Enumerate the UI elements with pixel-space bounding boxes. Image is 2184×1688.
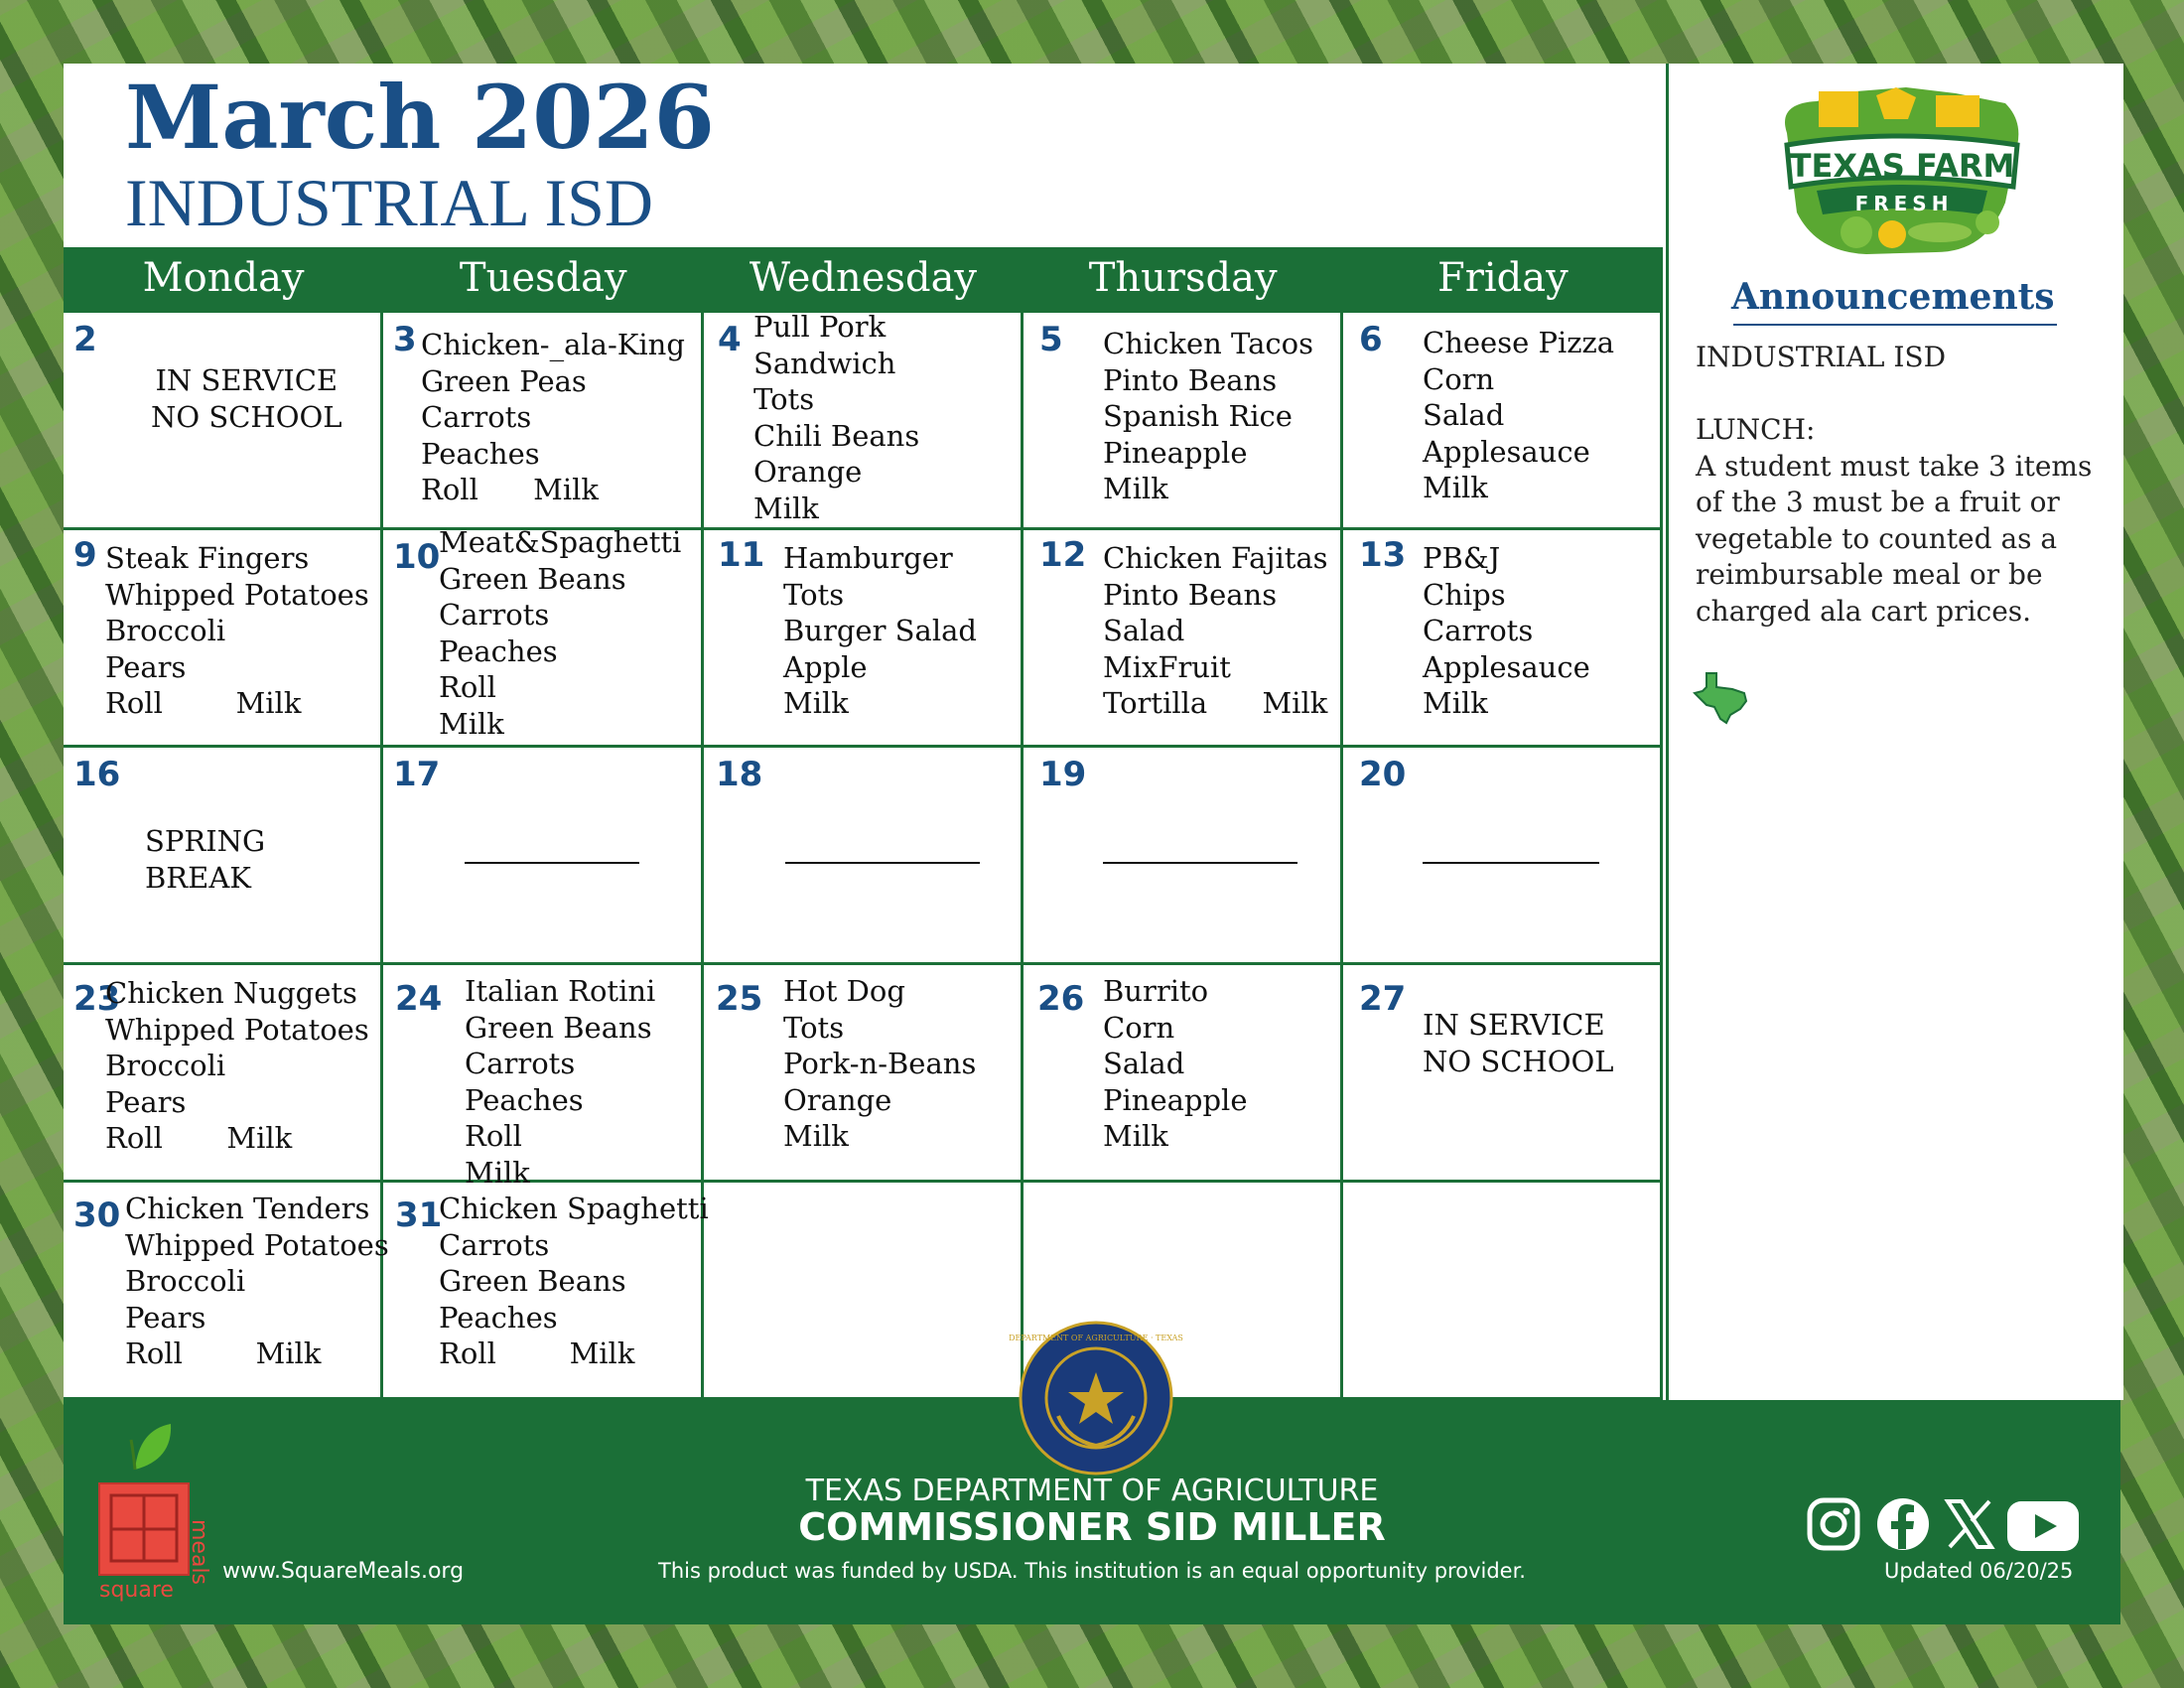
day-menu: IN SERVICE NO SCHOOL xyxy=(151,363,342,434)
day-cell xyxy=(64,313,383,530)
day-number: 17 xyxy=(393,755,441,794)
day-menu: Chicken Tenders Whipped Potatoes Broccoli Pears Roll Milk xyxy=(125,1192,389,1370)
brand-word-meals: meals xyxy=(187,1519,211,1586)
day-menu: Cheese Pizza Corn Salad Applesauce Milk xyxy=(1423,326,1615,504)
day-cell xyxy=(1343,1183,1663,1400)
announcement-district: INDUSTRIAL ISD xyxy=(1696,341,1947,373)
logo-text-line2: FRESH xyxy=(1854,192,1954,215)
day-cell xyxy=(1024,313,1343,530)
day-cell xyxy=(383,1183,709,1400)
day-cell xyxy=(704,748,1024,965)
day-cell xyxy=(1343,530,1663,748)
facebook-icon[interactable] xyxy=(1876,1497,1930,1551)
day-cell xyxy=(1024,965,1343,1183)
usda-disclaimer: This product was funded by USDA. This institution is an equal opportunity provider. xyxy=(658,1559,1526,1583)
spacer xyxy=(1696,376,2093,413)
day-number: 23 xyxy=(73,979,121,1019)
website-link[interactable]: www.SquareMeals.org xyxy=(222,1559,465,1584)
weekday-monday: Monday xyxy=(142,255,305,301)
dept-name: TEXAS DEPARTMENT OF AGRICULTURE xyxy=(805,1474,1379,1508)
day-menu: Hot Dog Tots Pork-n-Beans Orange Milk xyxy=(783,974,977,1153)
day-number: 30 xyxy=(73,1196,121,1235)
day-cell xyxy=(383,525,704,748)
brand-word-square: square xyxy=(99,1578,174,1603)
day-cell xyxy=(64,748,383,965)
day-number: 18 xyxy=(716,755,763,794)
day-number: 3 xyxy=(393,320,417,359)
district-title: INDUSTRIAL ISD xyxy=(125,165,654,240)
day-number: 10 xyxy=(393,537,441,577)
day-cell xyxy=(1343,748,1663,965)
social-icons xyxy=(1807,1495,2095,1555)
day-cell xyxy=(704,965,1024,1183)
weekday-thursday: Thursday xyxy=(1088,255,1278,301)
day-menu: Chicken Fajitas Pinto Beans Salad MixFruit Tortilla Milk xyxy=(1103,541,1328,720)
day-menu: Chicken Tacos Pinto Beans Spanish Rice Pineapple Milk xyxy=(1103,327,1313,505)
day-number: 31 xyxy=(395,1196,443,1235)
day-cell xyxy=(704,530,1024,748)
day-number: 11 xyxy=(718,535,765,575)
blank-line xyxy=(465,862,639,864)
day-cell xyxy=(1024,748,1343,965)
day-number: 16 xyxy=(73,755,121,794)
agriculture-seal-icon xyxy=(1009,1321,1183,1476)
updated-date: Updated 06/20/25 xyxy=(1884,1559,2074,1583)
blank-line xyxy=(1423,862,1599,864)
day-cell xyxy=(383,748,704,965)
texas-map-icon xyxy=(1693,671,1750,725)
day-menu: SPRING BREAK xyxy=(145,824,266,895)
day-number: 5 xyxy=(1039,320,1063,359)
day-number: 9 xyxy=(73,535,97,575)
page-title: March 2026 xyxy=(125,66,715,169)
instagram-icon[interactable] xyxy=(1807,1497,1860,1551)
weekday-tuesday: Tuesday xyxy=(459,255,627,301)
day-cell xyxy=(383,313,704,530)
day-cell xyxy=(1024,530,1343,748)
weekday-header xyxy=(64,247,1663,313)
day-number: 26 xyxy=(1037,979,1085,1019)
calendar-grid xyxy=(64,310,1663,1400)
weekday-friday: Friday xyxy=(1436,255,1569,301)
day-menu: Italian Rotini Green Beans Carrots Peaches Roll Milk xyxy=(465,974,656,1190)
day-number: 4 xyxy=(718,320,742,359)
blank-line xyxy=(1103,862,1297,864)
youtube-icon[interactable] xyxy=(2007,1501,2079,1551)
day-cell xyxy=(704,310,1024,530)
day-number: 27 xyxy=(1359,979,1407,1019)
day-menu: Pull Pork Sandwich Tots Chili Beans Orange Milk xyxy=(753,310,920,525)
day-menu: Burrito Corn Salad Pineapple Milk xyxy=(1103,974,1248,1153)
title-block xyxy=(125,66,715,240)
announcement-lunch-heading: LUNCH: xyxy=(1696,413,1816,446)
day-menu: PB&J Chips Carrots Applesauce Milk xyxy=(1423,541,1590,720)
day-number: 25 xyxy=(716,979,763,1019)
footer xyxy=(64,1334,2120,1624)
day-number: 19 xyxy=(1039,755,1087,794)
day-number: 24 xyxy=(395,979,443,1019)
day-menu: Hamburger Tots Burger Salad Apple Milk xyxy=(783,541,977,720)
day-menu: Chicken Nuggets Whipped Potatoes Broccoli Pears Roll Milk xyxy=(105,976,369,1155)
divider xyxy=(1733,324,2057,326)
day-menu: Steak Fingers Whipped Potatoes Broccoli Pears Roll Milk xyxy=(105,541,369,720)
announcement-lunch-text: A student must take 3 items of the 3 must be a fruit or vegetable to counted as a reimbursable meal or be charged ala cart prices. xyxy=(1696,449,2093,628)
day-cell xyxy=(64,1183,389,1400)
weekday-wednesday: Wednesday xyxy=(749,255,978,301)
day-cell xyxy=(383,965,704,1190)
day-menu: Chicken Spaghetti Carrots Green Beans Peaches Roll Milk xyxy=(439,1192,709,1370)
day-menu: IN SERVICE NO SCHOOL xyxy=(1423,1008,1614,1078)
seal-text: DEPARTMENT OF AGRICULTURE · TEXAS xyxy=(1009,1334,1183,1342)
day-cell xyxy=(704,1183,1024,1400)
x-icon[interactable] xyxy=(1946,1499,1993,1549)
day-number: 20 xyxy=(1359,755,1407,794)
day-number: 6 xyxy=(1359,320,1383,359)
day-cell xyxy=(64,965,383,1183)
day-cell xyxy=(1343,313,1663,530)
day-number: 12 xyxy=(1039,535,1087,575)
day-menu: Chicken-_ala-King Green Peas Carrots Peaches Roll Milk xyxy=(421,328,685,506)
announcements-title: Announcements xyxy=(1731,276,2055,318)
day-cell xyxy=(64,530,383,748)
day-cell xyxy=(1343,965,1663,1183)
day-menu: Meat&Spaghetti Green Beans Carrots Peaches Roll Milk xyxy=(439,525,682,741)
announcements-body xyxy=(1696,340,2093,630)
texas-farm-fresh-logo xyxy=(1757,83,2031,264)
day-number: 2 xyxy=(73,320,97,359)
day-number: 13 xyxy=(1359,535,1407,575)
logo-text-line1: TEXAS FARM xyxy=(1789,147,2015,185)
commissioner-name: COMMISSIONER SID MILLER xyxy=(798,1505,1386,1549)
blank-line xyxy=(785,862,980,864)
